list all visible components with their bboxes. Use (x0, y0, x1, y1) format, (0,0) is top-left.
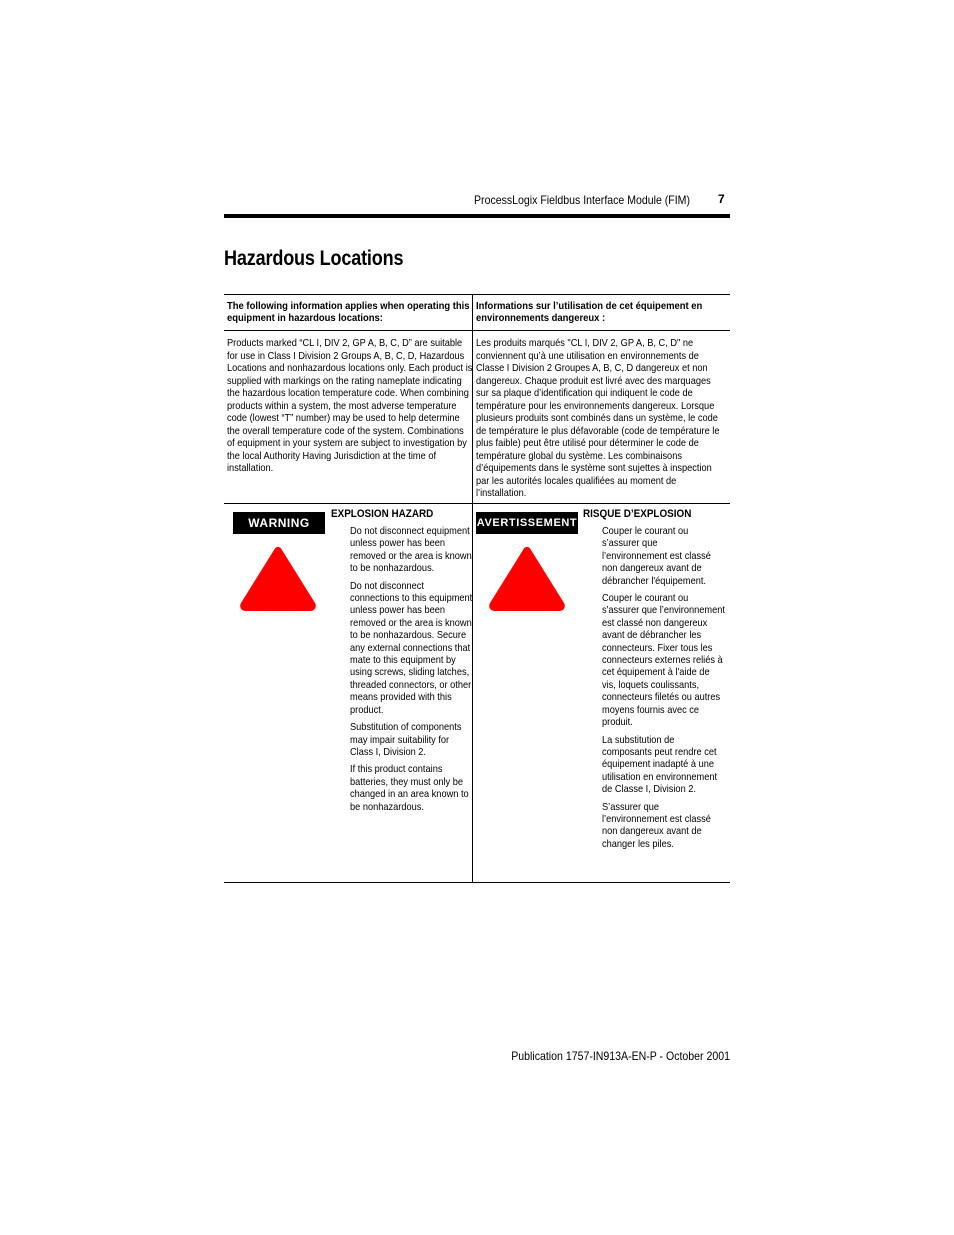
header-divider (224, 214, 730, 218)
table-body-row (224, 330, 730, 503)
header-title: ProcessLogix Fieldbus Interface Module (FIM) (474, 193, 690, 207)
warning-paragraphs (350, 525, 488, 818)
warning-paragraph: If this product contains batteries, they must only be changed in an area known to be nonhazardous. (350, 763, 469, 813)
hazardous-locations-table (224, 294, 730, 883)
table-warning-row (224, 503, 730, 883)
warning-paragraphs-fr (602, 525, 740, 855)
table-header-row (224, 294, 730, 330)
avertissement-badge: AVERTISSEMENT (476, 512, 578, 534)
header-cell-fr (473, 295, 730, 330)
warning-paragraph-fr: Couper le courant ou s’assurer que l’environnement est classé non dangereux avant de débrancher l'équipement. (602, 525, 711, 587)
page-number: 7 (718, 192, 725, 206)
page-title: Hazardous Locations (224, 247, 404, 270)
warning-triangle-icon (238, 544, 318, 614)
warning-paragraph-fr: La substitution de composants peut rendre cet équipement inadapté à une utilisation en environnement de Classe I, Division 2. (602, 733, 718, 796)
body-cell-en (224, 331, 473, 503)
warning-triangle-icon (487, 544, 567, 614)
warning-paragraph: Do not disconnect equipment unless power has been removed or the area is known to be nonhazardous. (350, 525, 472, 575)
warning-title: EXPLOSION HAZARD (331, 508, 434, 520)
warning-badge: WARNING (233, 512, 325, 534)
header-text-fr: Informations sur l’utilisation de cet équipement en environnements dangereux : (476, 300, 703, 324)
warning-cell-en (224, 504, 473, 882)
warning-paragraph: Do not disconnect connections to this equipment unless power has been removed or the area is known to be nonhazardous. Secure any external connections that mate to this equipment by using screws, sliding latches, threaded connectors, or other means provided with this product. (350, 579, 473, 716)
body-text-en: Products marked “CL I, DIV 2, GP A, B, C, D” are suitable for use in Class I Division 2 Groups A, B, C, D, Hazardous Locations and nonhazardous locations only. Each product is supplied with markings on the rating nameplate indicating the hazardous location temperature code. When combining products within a system, the most adverse temperature code (lowest “T” number) may be used to help determine the overall temperature code of the system. Combinations of equipment in your system are subject to investigation by the local Authority Having Jurisdiction at the time of installation. (227, 337, 473, 474)
header-cell-en (224, 295, 473, 330)
warning-paragraph: Substitution of components may impair suitability for Class I, Division 2. (350, 721, 462, 758)
warning-cell-fr (473, 504, 730, 882)
publication-footer: Publication 1757-IN913A-EN-P - October 2001 (511, 1049, 730, 1063)
header-text-en: The following information applies when operating this equipment in hazardous locations: (227, 300, 470, 324)
warning-paragraph-fr: Couper le courant ou s'assurer que l’environnement est classé non dangereux avant de débrancher les connecteurs. Fixer tous les connecteurs externes reliés à cet équipement à l'aide de vis, loquets coulissants, connecteurs filetés ou autres moyens fournis avec ce produit. (602, 592, 725, 729)
body-text-fr: Les produits marqués "CL I, DIV 2, GP A, B, C, D" ne conviennent qu’à une utilisation en environnements de Classe I Division 2 Groupes A, B, C, D dangereux et non dangereux. Chaque produit est livré avec des marquages sur sa plaque d’identification qui indiquent le code de température pour les environnements dangereux. Lorsque plusieurs produits sont combinés dans un système, le code de température le plus défavorable (code de température le plus faible) peut être utilisé pour déterminer le code de température global du système. Les combinaisons d’équipements dans le système sont sujettes à inspection par les autorités locales qualifiées au moment de l’installation. (476, 337, 720, 499)
warning-title-fr: RISQUE D’EXPLOSION (583, 508, 692, 520)
body-cell-fr (473, 331, 730, 503)
warning-paragraph-fr: S’assurer que l’environnement est classé non dangereux avant de changer les piles. (602, 800, 711, 850)
